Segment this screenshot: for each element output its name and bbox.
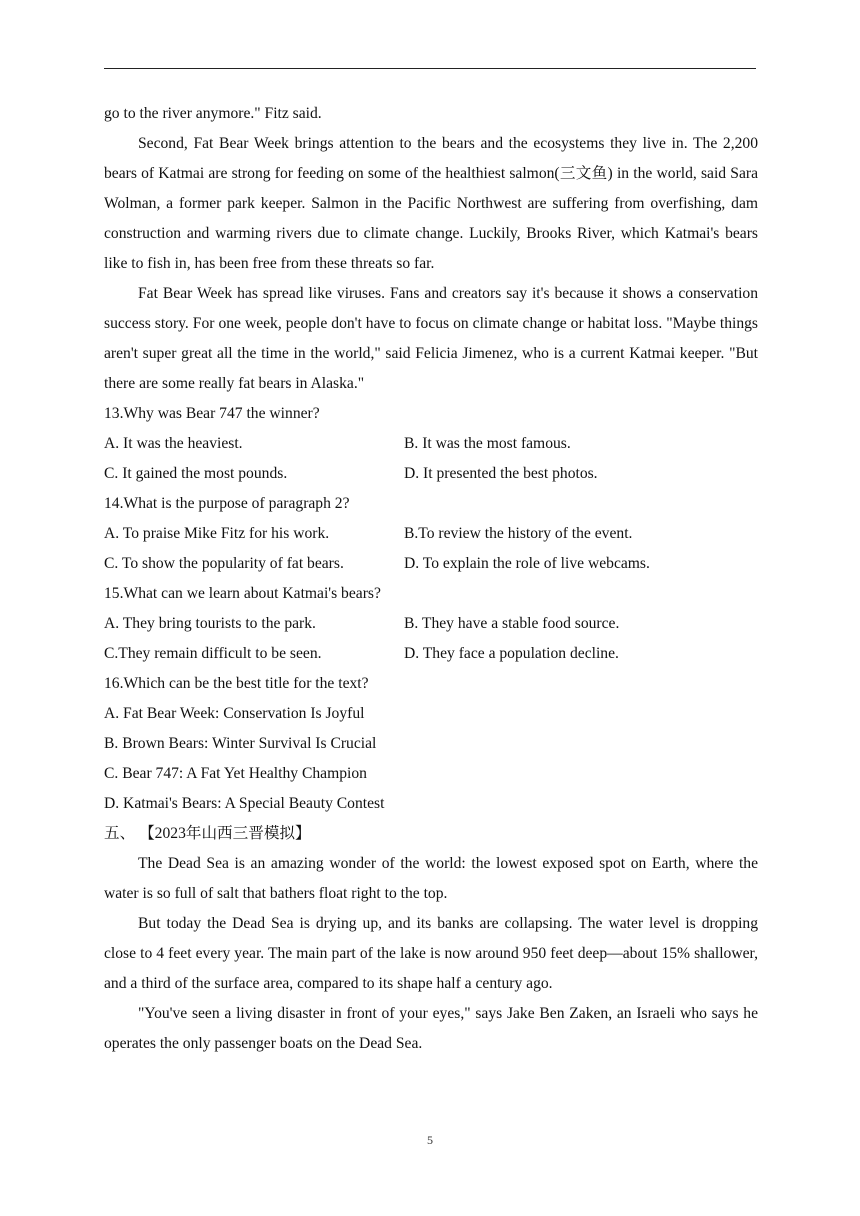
- option-row: [104, 639, 758, 669]
- paragraph: But today the Dead Sea is drying up, and its banks are collapsing. The water level is dropping close to 4 feet every year. The main part of the lake is now around 950 feet deep—about 15% shallower, and a third of the surface area, compared to its shape half a century ago.: [104, 915, 758, 992]
- question-stem: 15.What can we learn about Katmai's bears?: [104, 585, 381, 602]
- header-rule: [104, 68, 756, 69]
- option-c: C.They remain difficult to be seen.: [104, 645, 322, 662]
- paragraph: Fat Bear Week has spread like viruses. Fans and creators say it's because it shows a conservation success story. For one week, people don't have to focus on climate change or habitat loss. "Maybe things aren't super great all the time in the world," said Felicia Jimenez, who is a current Katmai keeper. "But there are some really fat bears in Alaska.": [104, 285, 758, 392]
- document-body: [104, 99, 758, 1059]
- paragraph: The Dead Sea is an amazing wonder of the world: the lowest exposed spot on Earth, where the water is so full of salt that bathers float right to the top.: [104, 855, 758, 902]
- paragraph: go to the river anymore." Fitz said.: [104, 105, 322, 122]
- question-14: [104, 489, 758, 579]
- option-c: C. It gained the most pounds.: [104, 465, 288, 482]
- question-stem: 13.Why was Bear 747 the winner?: [104, 405, 320, 422]
- option-d: D. To explain the role of live webcams.: [404, 555, 650, 572]
- question-stem: 14.What is the purpose of paragraph 2?: [104, 495, 350, 512]
- option-a: A. It was the heaviest.: [104, 435, 243, 452]
- section-heading: 五、 【2023年山西三晋模拟】: [104, 825, 311, 842]
- option-a: A. To praise Mike Fitz for his work.: [104, 525, 330, 542]
- option-row: [104, 519, 758, 549]
- option-a: A. Fat Bear Week: Conservation Is Joyful: [104, 705, 365, 722]
- option-b: B. Brown Bears: Winter Survival Is Crucial: [104, 735, 377, 752]
- paragraph: Second, Fat Bear Week brings attention to the bears and the ecosystems they live in. The 2,200 bears of Katmai are strong for feeding on some of the healthiest salmon(三文鱼) in the world, said Sara Wolman, a former park keeper. Salmon in the Pacific Northwest are suffering from overfishing, dam construction and warming rivers due to climate change. Luckily, Brooks River, which Katmai's bears like to fish in, has been free from these threats so far.: [104, 135, 758, 272]
- question-stem: 16.Which can be the best title for the text?: [104, 675, 369, 692]
- option-d: D. It presented the best photos.: [404, 465, 598, 482]
- option-c: C. To show the popularity of fat bears.: [104, 555, 344, 572]
- option-b: B. It was the most famous.: [404, 435, 571, 452]
- question-15: [104, 579, 758, 669]
- question-13: [104, 399, 758, 489]
- option-c: C. Bear 747: A Fat Yet Healthy Champion: [104, 765, 367, 782]
- option-b: B. They have a stable food source.: [404, 615, 620, 632]
- option-a: A. They bring tourists to the park.: [104, 615, 316, 632]
- option-d: D. Katmai's Bears: A Special Beauty Contest: [104, 795, 385, 812]
- question-16: [104, 669, 758, 819]
- option-b: B.To review the history of the event.: [404, 525, 633, 542]
- page-number: 5: [427, 1133, 433, 1147]
- option-row: [104, 549, 758, 579]
- paragraph: "You've seen a living disaster in front of your eyes," says Jake Ben Zaken, an Israeli who says he operates the only passenger boats on the Dead Sea.: [104, 1005, 758, 1052]
- option-row: [104, 609, 758, 639]
- option-d: D. They face a population decline.: [404, 645, 619, 662]
- option-row: [104, 459, 758, 489]
- option-row: [104, 429, 758, 459]
